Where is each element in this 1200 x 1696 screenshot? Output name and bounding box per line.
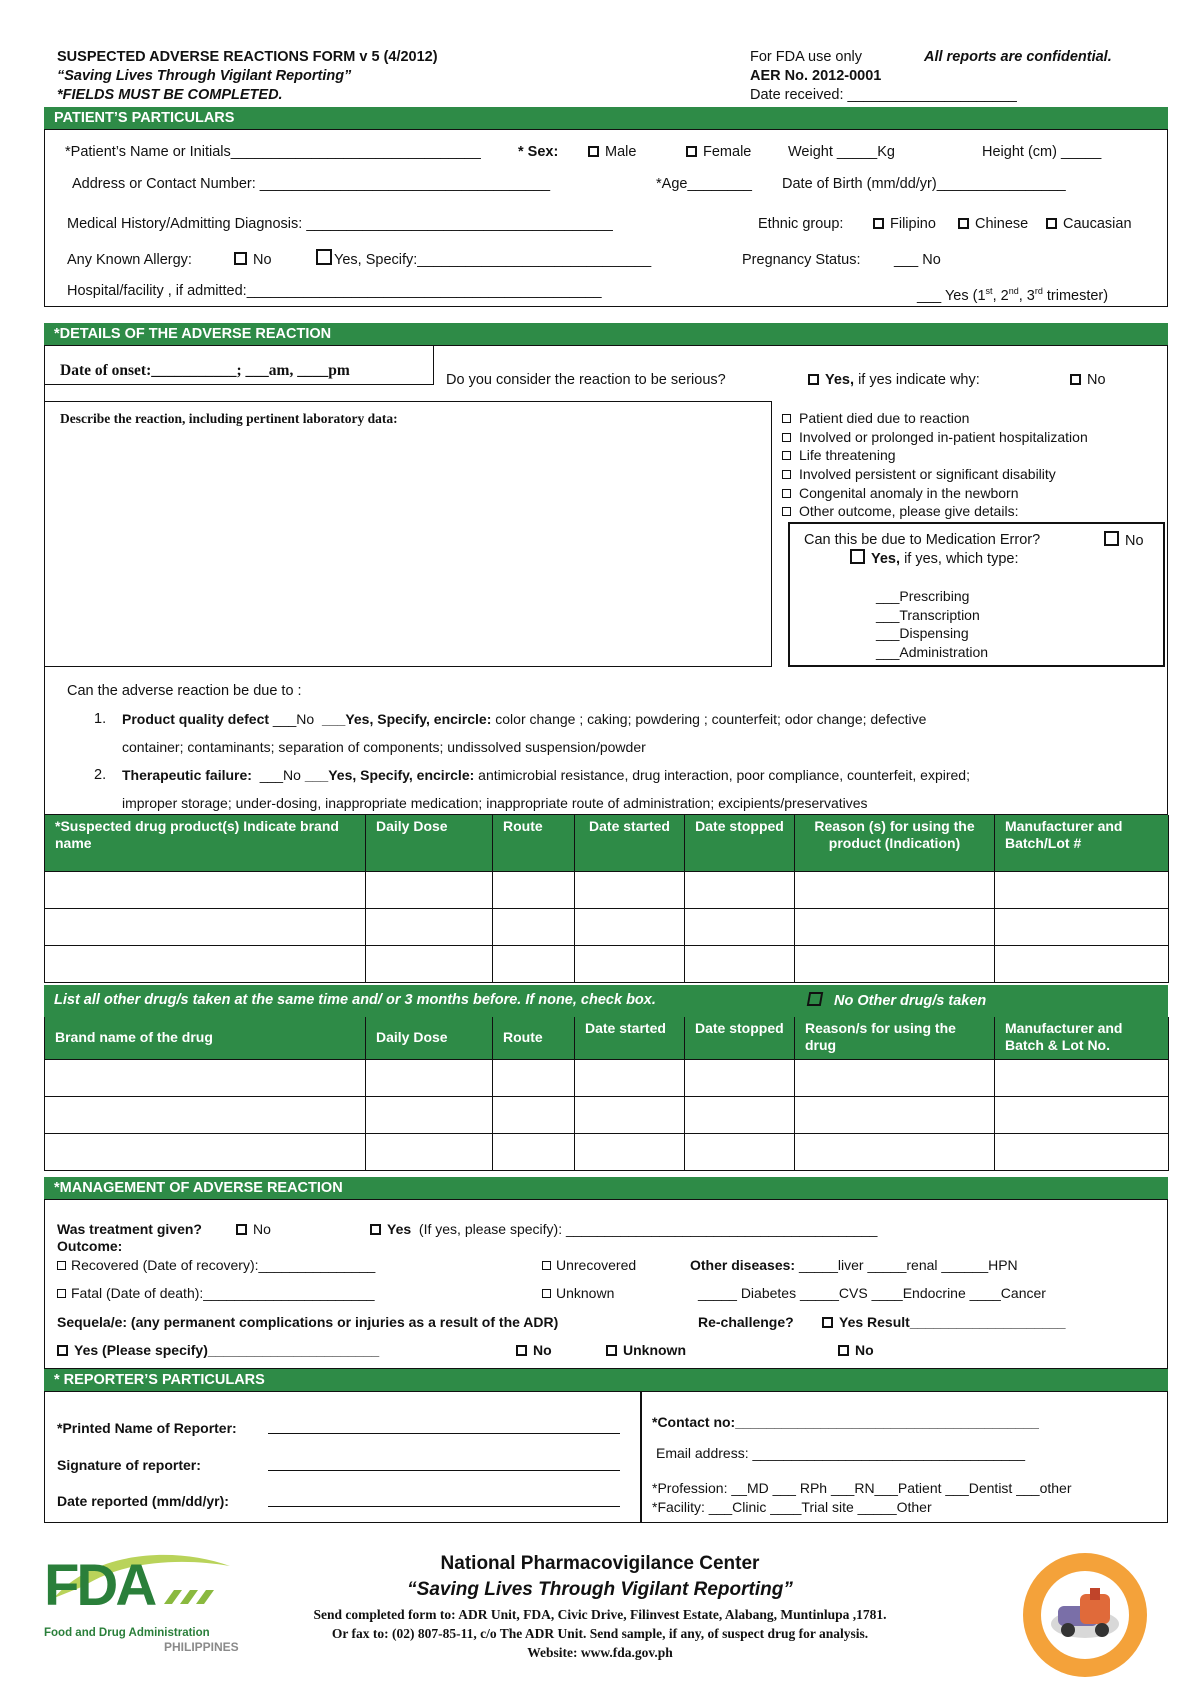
reporter-divider <box>640 1391 642 1523</box>
age-field[interactable]: *Age________ <box>656 176 752 192</box>
fda-use-label: For FDA use only <box>750 49 863 65</box>
other-diseases-row2[interactable]: _____ Diabetes _____CVS ____Endocrine ____Cancer <box>698 1285 1046 1301</box>
allergy-no-checkbox[interactable]: No <box>234 251 272 269</box>
address-field[interactable]: Address or Contact Number: ____________________________________ <box>72 176 551 192</box>
serious-no-check-icon[interactable] <box>1070 374 1081 385</box>
treatment-no-check-icon[interactable] <box>236 1224 247 1235</box>
unrecovered-check-icon[interactable] <box>542 1261 551 1270</box>
treatment-question: Was treatment given? <box>57 1221 202 1237</box>
fda-logo-letters: FDA <box>44 1553 155 1618</box>
outcome-recovered[interactable]: Recovered (Date of recovery):_______________ <box>57 1256 375 1274</box>
footer-send-to: Send completed form to: ADR Unit, FDA, Civic Drive, Filinvest Estate, Alabang, Muntinlupa ,1781. <box>313 1607 887 1622</box>
dob-field[interactable]: Date of Birth (mm/dd/yr)________________ <box>782 176 1066 192</box>
medication-error-question: Can this be due to Medication Error? <box>804 532 1041 548</box>
fatal-check-icon[interactable] <box>57 1289 66 1298</box>
allergy-no-check-icon[interactable] <box>234 252 247 265</box>
outcome-fatal[interactable]: Fatal (Date of death):______________________ <box>57 1284 375 1302</box>
rechallenge-yes[interactable]: Yes Result____________________ <box>822 1313 1066 1331</box>
col-brand-name: Brand name of the drug <box>45 1017 366 1059</box>
med-error-prescribing[interactable]: ___Prescribing <box>876 588 970 604</box>
reason-disability[interactable]: Involved persistent or significant disability <box>782 465 1056 483</box>
confidential-note: All reports are confidential. <box>924 49 1112 65</box>
date-reported-field[interactable] <box>268 1506 620 1507</box>
pharmacovigilance-seal <box>1020 1550 1150 1680</box>
col-daily-dose: Daily Dose <box>366 815 493 871</box>
sequelae-question: Sequela/e: (any permanent complications or injuries as a result of the ADR) <box>57 1314 559 1330</box>
table-row <box>45 871 1169 908</box>
reporter-signature-field[interactable] <box>268 1470 620 1471</box>
footer-website[interactable]: Website: www.fda.gov.ph <box>527 1645 673 1660</box>
col-date-stopped: Date stopped <box>685 815 795 871</box>
allergy-label: Any Known Allergy: <box>67 252 192 268</box>
col-other-reason: Reason/s for using the drug <box>795 1017 995 1059</box>
chinese-check-icon[interactable] <box>958 218 969 229</box>
med-error-yes-check-icon[interactable] <box>850 549 865 564</box>
other-drugs-notice: List all other drug/s taken at the same time and/ or 3 months before. If none, check box. <box>54 992 656 1008</box>
reporter-name-label: *Printed Name of Reporter: <box>57 1420 237 1436</box>
serious-question: Do you consider the reaction to be serious? <box>446 372 726 388</box>
col-other-route: Route <box>493 1017 575 1059</box>
col-other-daily-dose: Daily Dose <box>366 1017 493 1059</box>
other-diseases-row1[interactable]: Other diseases: _____liver _____renal ______HPN <box>690 1257 1018 1273</box>
hospital-field[interactable]: Hospital/facility , if admitted:____________________________________________ <box>67 283 602 299</box>
life-threatening-check-icon[interactable] <box>782 451 791 460</box>
cause1-line[interactable]: Product quality defect ___No ___Yes, Specify, encircle: color change ; caking; powdering ; counterfeit; odor change; defective <box>122 711 927 727</box>
female-check-icon[interactable] <box>686 146 697 157</box>
reporter-section-header: * REPORTER’S PARTICULARS <box>44 1369 1168 1391</box>
cause2-options-cont: improper storage; under-dosing, inappropriate medication; inappropriate route of administration; excipients/preservatives <box>122 795 868 811</box>
no-other-drugs-checkbox[interactable]: No Other drug/s taken <box>808 992 986 1010</box>
due-to-label: Can the adverse reaction be due to : <box>67 683 302 699</box>
rechallenge-label: Re-challenge? <box>698 1314 794 1330</box>
sex-label: * Sex: <box>518 144 559 160</box>
email-field[interactable]: Email address: ___________________________________ <box>656 1445 1025 1461</box>
reaction-section-header: *DETAILS OF THE ADVERSE REACTION <box>44 323 1168 345</box>
table-row <box>45 1059 1169 1096</box>
treatment-no-checkbox[interactable]: No <box>236 1220 271 1238</box>
caucasian-check-icon[interactable] <box>1046 218 1057 229</box>
reporter-signature-label: Signature of reporter: <box>57 1457 201 1473</box>
rechallenge-yes-check-icon[interactable] <box>822 1317 833 1328</box>
cause2-line[interactable]: Therapeutic failure: ___No ___Yes, Specify, encircle: antimicrobial resistance, drug interaction, poor compliance, counterfeit, expired; <box>122 767 970 783</box>
table-row <box>45 908 1169 945</box>
footer-fax: Or fax to: (02) 807-85-11, c/o The ADR Unit. Send sample, if any, of suspect drug for analysis. <box>331 1626 869 1641</box>
med-error-yes-checkbox[interactable]: Yes, if yes, which type: <box>850 549 1019 568</box>
male-checkbox[interactable]: Male <box>588 143 636 161</box>
med-error-administration[interactable]: ___Administration <box>876 644 989 660</box>
reason-died[interactable]: Patient died due to reaction <box>782 409 969 427</box>
ethnic-caucasian[interactable]: Caucasian <box>1046 215 1132 233</box>
med-error-transcription[interactable]: ___Transcription <box>876 607 980 623</box>
serious-no-checkbox[interactable]: No <box>1070 371 1106 389</box>
header-tagline: “Saving Lives Through Vigilant Reporting” <box>57 68 352 84</box>
onset-field[interactable]: Date of onset:___________; ___am, ____pm <box>60 362 350 379</box>
pregnancy-no[interactable]: ___ No <box>894 252 941 268</box>
other-outcome-check-icon[interactable] <box>782 507 791 516</box>
fda-logo-caption: Food and Drug Administration <box>44 1627 210 1639</box>
med-error-no-checkbox[interactable]: No <box>1104 531 1144 550</box>
center-name: National Pharmacovigilance Center <box>440 1553 760 1574</box>
ethnic-group-label: Ethnic group: <box>758 216 844 232</box>
fda-logo-country: PHILIPPINES <box>164 1640 239 1654</box>
reason-life-threatening[interactable]: Life threatening <box>782 446 896 464</box>
pregnancy-trimester[interactable]: ___ Yes (1st, 2nd, 3rd trimester) <box>917 286 1109 304</box>
med-error-dispensing[interactable]: ___Dispensing <box>876 625 969 641</box>
outcome-unrecovered[interactable]: Unrecovered <box>542 1256 636 1274</box>
sequelae-yes[interactable]: Yes (Please specify)______________________ <box>57 1341 379 1359</box>
allergy-yes-field[interactable]: Yes, Specify:_____________________________ <box>316 249 651 269</box>
treatment-yes-check-icon[interactable] <box>370 1224 381 1235</box>
treatment-yes-checkbox[interactable]: Yes (If yes, please specify): ________________________________________ <box>370 1220 877 1238</box>
allergy-yes-check-icon[interactable] <box>316 249 332 265</box>
weight-field[interactable]: Weight _____Kg <box>788 144 895 160</box>
female-checkbox[interactable]: Female <box>686 143 751 161</box>
height-field[interactable]: Height (cm) _____ <box>982 144 1102 160</box>
no-other-drugs-check-icon[interactable] <box>807 992 823 1006</box>
cause2-number: 2. <box>94 767 107 783</box>
col-manufacturer: Manufacturer and Batch/Lot # <box>995 815 1169 871</box>
col-other-date-stopped: Date stopped <box>685 1017 795 1059</box>
unknown-check-icon[interactable] <box>542 1289 551 1298</box>
aer-number: AER No. 2012-0001 <box>750 68 882 84</box>
contact-field[interactable]: *Contact no:_______________________________________ <box>652 1414 1039 1430</box>
filipino-check-icon[interactable] <box>873 218 884 229</box>
col-route: Route <box>493 815 575 871</box>
pharmacovigilance-seal-icon <box>1020 1550 1150 1680</box>
facility-field[interactable]: *Facility: ___Clinic ____Trial site _____Other <box>652 1499 932 1515</box>
disability-check-icon[interactable] <box>782 470 791 479</box>
ethnic-chinese[interactable]: Chinese <box>958 215 1028 233</box>
reason-congenital[interactable]: Congenital anomaly in the newborn <box>782 484 1018 502</box>
col-reason: Reason (s) for using the product (Indication) <box>795 815 995 871</box>
suspected-drug-table <box>44 815 1169 983</box>
patient-name-field[interactable]: *Patient’s Name or Initials_______________________________ <box>65 144 481 160</box>
footer-tagline: “Saving Lives Through Vigilant Reporting” <box>407 1579 793 1600</box>
sequelae-unknown[interactable]: Unknown <box>606 1341 686 1359</box>
medical-history-field[interactable]: Medical History/Admitting Diagnosis: ______________________________________ <box>67 216 613 232</box>
reason-other[interactable]: Other outcome, please give details: <box>782 502 1018 520</box>
management-section-header: *MANAGEMENT OF ADVERSE REACTION <box>44 1177 1168 1199</box>
reporter-name-field[interactable] <box>268 1433 620 1434</box>
col-other-date-started: Date started <box>575 1017 685 1059</box>
reason-hospitalization[interactable]: Involved or prolonged in-patient hospitalization <box>782 428 1088 446</box>
table-row <box>45 1133 1169 1170</box>
rechallenge-no[interactable]: No <box>838 1341 874 1359</box>
date-received[interactable]: Date received: _____________________ <box>750 87 1017 103</box>
pregnancy-label: Pregnancy Status: <box>742 252 861 268</box>
serious-yes-check-icon[interactable] <box>808 374 819 385</box>
profession-field[interactable]: *Profession: __MD ___ RPh ___RN___Patient ___Dentist ___other <box>652 1480 1072 1496</box>
outcome-unknown[interactable]: Unknown <box>542 1284 614 1302</box>
sequelae-no-check-icon[interactable] <box>516 1345 527 1356</box>
sequelae-unknown-check-icon[interactable] <box>606 1345 617 1356</box>
col-date-started: Date started <box>575 815 685 871</box>
patient-section-header: PATIENT’S PARTICULARS <box>44 107 1168 129</box>
male-check-icon[interactable] <box>588 146 599 157</box>
recovered-check-icon[interactable] <box>57 1261 66 1270</box>
col-suspected-drug: *Suspected drug product(s) Indicate brand name <box>45 815 366 871</box>
rechallenge-no-check-icon[interactable] <box>838 1345 849 1356</box>
cause1-options-cont: container; contaminants; separation of components; undissolved suspension/powder <box>122 739 646 755</box>
form-title: SUSPECTED ADVERSE REACTIONS FORM v 5 (4/2012) <box>57 49 438 65</box>
outcome-label: Outcome: <box>57 1238 123 1254</box>
hospitalization-check-icon[interactable] <box>782 433 791 442</box>
congenital-check-icon[interactable] <box>782 489 791 498</box>
sequelae-yes-check-icon[interactable] <box>57 1345 68 1356</box>
date-reported-label: Date reported (mm/dd/yr): <box>57 1493 229 1509</box>
table-row <box>45 1096 1169 1133</box>
describe-reaction-box[interactable] <box>44 401 772 667</box>
describe-reaction-label: Describe the reaction, including pertinent laboratory data: <box>60 411 398 426</box>
col-other-manufacturer: Manufacturer and Batch & Lot No. <box>995 1017 1169 1059</box>
other-drugs-notice-bar <box>44 985 1168 1017</box>
other-drugs-table <box>44 1017 1169 1171</box>
fields-notice: *FIELDS MUST BE COMPLETED. <box>57 87 283 103</box>
died-check-icon[interactable] <box>782 414 791 423</box>
sequelae-no[interactable]: No <box>516 1341 552 1359</box>
cause1-number: 1. <box>94 711 107 727</box>
table-row <box>45 945 1169 982</box>
ethnic-filipino[interactable]: Filipino <box>873 215 936 233</box>
med-error-no-check-icon[interactable] <box>1104 531 1119 546</box>
serious-yes-checkbox[interactable]: Yes, if yes indicate why: <box>808 371 980 389</box>
